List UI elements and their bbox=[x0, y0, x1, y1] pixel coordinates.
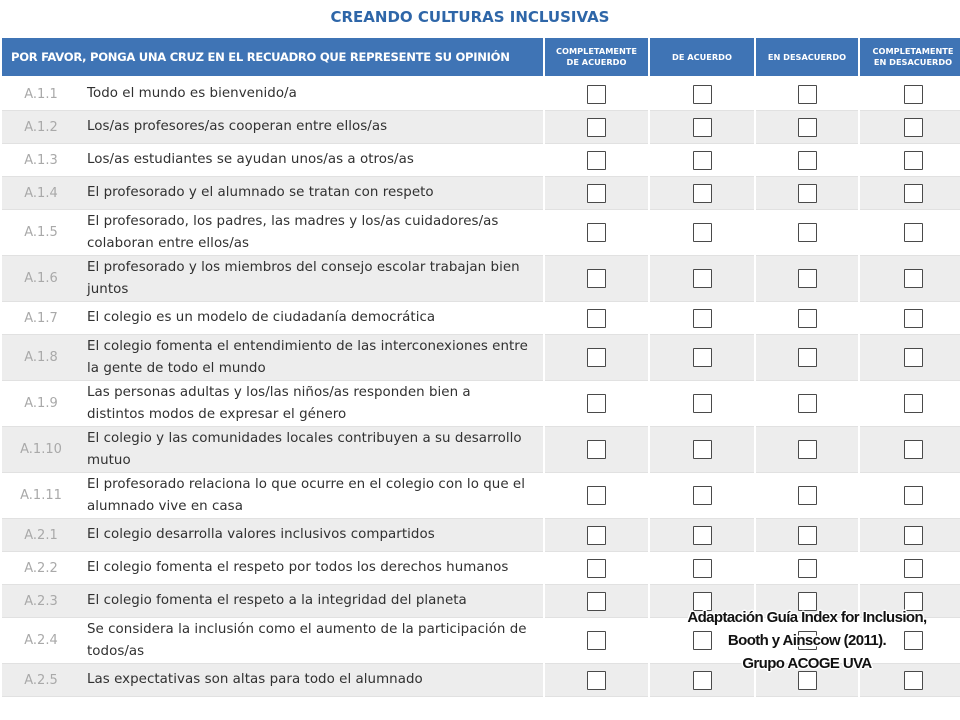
attribution-line-3: Grupo ACOGE UVA bbox=[742, 655, 872, 672]
checkbox-disagree[interactable] bbox=[798, 151, 817, 170]
checkbox-disagree[interactable] bbox=[798, 440, 817, 459]
answer-cell-completely-disagree bbox=[860, 335, 960, 381]
item-text: El colegio fomenta el respeto a la integridad del planeta bbox=[87, 593, 467, 608]
checkbox-disagree[interactable] bbox=[798, 348, 817, 367]
answer-cell-agree bbox=[650, 381, 754, 427]
header-completely-agree: COMPLETAMENTE DE ACUERDO bbox=[545, 38, 648, 76]
checkbox-disagree[interactable] bbox=[798, 184, 817, 203]
item-code: A.2.2 bbox=[24, 560, 58, 576]
checkbox-completely-disagree[interactable] bbox=[904, 394, 923, 413]
checkbox-disagree[interactable] bbox=[798, 309, 817, 328]
answer-cell-agree bbox=[650, 177, 754, 210]
answer-cell-completely-disagree bbox=[860, 427, 960, 473]
checkbox-completely-disagree[interactable] bbox=[904, 486, 923, 505]
item-text: El colegio fomenta el respeto por todos los derechos humanos bbox=[87, 560, 509, 575]
checkbox-completely-agree[interactable] bbox=[587, 85, 606, 104]
answer-cell-completely-agree bbox=[545, 111, 648, 144]
header-completely-disagree: COMPLETAMENTE EN DESACUERDO bbox=[860, 38, 960, 76]
checkbox-completely-agree[interactable] bbox=[587, 309, 606, 328]
checkbox-agree[interactable] bbox=[693, 151, 712, 170]
answer-cell-completely-agree bbox=[545, 256, 648, 302]
checkbox-disagree[interactable] bbox=[798, 269, 817, 288]
checkbox-completely-disagree[interactable] bbox=[904, 348, 923, 367]
checkbox-completely-agree[interactable] bbox=[587, 592, 606, 611]
answer-cell-completely-disagree bbox=[860, 177, 960, 210]
item-code: A.1.6 bbox=[24, 271, 58, 286]
checkbox-agree[interactable] bbox=[693, 223, 712, 242]
item-code: A.1.2 bbox=[24, 119, 58, 135]
checkbox-completely-disagree[interactable] bbox=[904, 85, 923, 104]
question-row bbox=[2, 473, 543, 519]
answer-cell-completely-agree bbox=[545, 177, 648, 210]
answer-cell-completely-disagree bbox=[860, 381, 960, 427]
answer-cell-disagree bbox=[756, 427, 858, 473]
answer-cell-completely-disagree bbox=[860, 144, 960, 177]
checkbox-completely-agree[interactable] bbox=[587, 440, 606, 459]
item-text: El profesorado y el alumnado se tratan con respeto bbox=[87, 185, 434, 200]
answer-cell-agree bbox=[650, 111, 754, 144]
answer-cell-completely-agree bbox=[545, 144, 648, 177]
item-code: A.1.5 bbox=[24, 225, 58, 240]
answer-cell-disagree bbox=[756, 177, 858, 210]
item-code: A.1.3 bbox=[24, 152, 58, 168]
checkbox-agree[interactable] bbox=[693, 486, 712, 505]
answer-cell-disagree bbox=[756, 302, 858, 335]
checkbox-completely-agree[interactable] bbox=[587, 671, 606, 690]
item-text: El colegio es un modelo de ciudadanía democrática bbox=[87, 310, 436, 325]
item-code: A.1.7 bbox=[24, 310, 58, 326]
answer-cell-disagree bbox=[756, 210, 858, 256]
checkbox-agree[interactable] bbox=[693, 309, 712, 328]
checkbox-disagree[interactable] bbox=[798, 223, 817, 242]
answer-cell-agree bbox=[650, 473, 754, 519]
item-code: A.2.1 bbox=[24, 527, 58, 543]
item-text: Los/as estudiantes se ayudan unos/as a otros/as bbox=[87, 152, 414, 167]
answer-cell-completely-disagree bbox=[860, 210, 960, 256]
checkbox-completely-agree[interactable] bbox=[587, 631, 606, 650]
answer-cell-completely-disagree bbox=[860, 302, 960, 335]
item-text: Se considera la inclusión como el aumento de la participación de todos/as bbox=[87, 621, 527, 659]
item-code: A.2.3 bbox=[24, 593, 58, 609]
answer-cell-completely-disagree bbox=[860, 519, 960, 552]
checkbox-agree[interactable] bbox=[693, 440, 712, 459]
answer-cell-completely-agree bbox=[545, 664, 648, 697]
answer-cell-completely-agree bbox=[545, 585, 648, 618]
question-row bbox=[2, 177, 543, 210]
answer-cell-disagree bbox=[756, 256, 858, 302]
attribution-stamp bbox=[662, 606, 952, 675]
answer-cell-disagree bbox=[756, 473, 858, 519]
item-code: A.1.1 bbox=[24, 86, 58, 102]
answer-cell-completely-disagree bbox=[860, 473, 960, 519]
item-text: Todo el mundo es bienvenido/a bbox=[87, 86, 297, 101]
checkbox-disagree[interactable] bbox=[798, 85, 817, 104]
checkbox-agree[interactable] bbox=[693, 184, 712, 203]
answer-cell-disagree bbox=[756, 335, 858, 381]
checkbox-completely-disagree[interactable] bbox=[904, 269, 923, 288]
checkbox-agree[interactable] bbox=[693, 269, 712, 288]
checkbox-completely-agree[interactable] bbox=[587, 118, 606, 137]
item-text: El colegio y las comunidades locales contribuyen a su desarrollo mutuo bbox=[87, 430, 522, 468]
question-row bbox=[2, 585, 543, 618]
page-title: CREANDO CULTURAS INCLUSIVAS bbox=[330, 8, 610, 26]
answer-cell-agree bbox=[650, 144, 754, 177]
checkbox-completely-disagree[interactable] bbox=[904, 559, 923, 578]
answer-cell-completely-agree bbox=[545, 552, 648, 585]
checkbox-completely-agree[interactable] bbox=[587, 486, 606, 505]
checkbox-agree[interactable] bbox=[693, 85, 712, 104]
item-text: Las personas adultas y los/las niños/as responden bien a distintos modos de expresar el género bbox=[87, 384, 471, 422]
item-code: A.1.10 bbox=[20, 442, 62, 457]
item-text: El profesorado, los padres, las madres y los/as cuidadores/as colaboran entre ellos/as bbox=[87, 213, 499, 251]
answer-cell-completely-agree bbox=[545, 618, 648, 664]
answer-cell-agree bbox=[650, 519, 754, 552]
answer-cell-completely-agree bbox=[545, 381, 648, 427]
checkbox-completely-disagree[interactable] bbox=[904, 223, 923, 242]
checkbox-agree[interactable] bbox=[693, 526, 712, 545]
question-row bbox=[2, 427, 543, 473]
checkbox-agree[interactable] bbox=[693, 559, 712, 578]
checkbox-disagree[interactable] bbox=[798, 526, 817, 545]
item-text: El colegio desarrolla valores inclusivos compartidos bbox=[87, 527, 435, 542]
header-agree: DE ACUERDO bbox=[650, 38, 754, 76]
answer-cell-completely-agree bbox=[545, 335, 648, 381]
header-disagree: EN DESACUERDO bbox=[756, 38, 858, 76]
question-row bbox=[2, 78, 543, 111]
checkbox-completely-disagree[interactable] bbox=[904, 184, 923, 203]
answer-cell-completely-agree bbox=[545, 473, 648, 519]
item-text: Las expectativas son altas para todo el alumnado bbox=[87, 672, 423, 687]
checkbox-disagree[interactable] bbox=[798, 118, 817, 137]
answer-cell-disagree bbox=[756, 111, 858, 144]
question-row bbox=[2, 664, 543, 697]
answer-cell-agree bbox=[650, 302, 754, 335]
answer-cell-disagree bbox=[756, 381, 858, 427]
checkbox-agree[interactable] bbox=[693, 394, 712, 413]
answer-cell-completely-agree bbox=[545, 78, 648, 111]
question-row bbox=[2, 111, 543, 144]
item-code: A.1.4 bbox=[24, 185, 58, 201]
survey-table bbox=[2, 38, 958, 697]
question-row bbox=[2, 256, 543, 302]
answer-cell-agree bbox=[650, 256, 754, 302]
answer-cell-completely-agree bbox=[545, 427, 648, 473]
item-text: Los/as profesores/as cooperan entre ellos/as bbox=[87, 119, 388, 134]
answer-cell-completely-disagree bbox=[860, 78, 960, 111]
checkbox-completely-agree[interactable] bbox=[587, 184, 606, 203]
checkbox-completely-agree[interactable] bbox=[587, 151, 606, 170]
answer-cell-disagree bbox=[756, 552, 858, 585]
checkbox-disagree[interactable] bbox=[798, 486, 817, 505]
checkbox-completely-agree[interactable] bbox=[587, 348, 606, 367]
answer-cell-agree bbox=[650, 78, 754, 111]
answer-cell-completely-disagree bbox=[860, 111, 960, 144]
item-text: El profesorado y los miembros del consejo escolar trabajan bien juntos bbox=[87, 259, 520, 297]
answer-cell-completely-disagree bbox=[860, 552, 960, 585]
checkbox-completely-disagree[interactable] bbox=[904, 526, 923, 545]
question-row bbox=[2, 618, 543, 664]
answer-cell-completely-disagree bbox=[860, 256, 960, 302]
checkbox-completely-agree[interactable] bbox=[587, 559, 606, 578]
answer-cell-agree bbox=[650, 210, 754, 256]
answer-cell-disagree bbox=[756, 144, 858, 177]
item-text: El profesorado relaciona lo que ocurre en el colegio con lo que el alumnado vive en casa bbox=[87, 476, 525, 514]
attribution-line-1: Adaptación Guía Index for Inclusion, bbox=[687, 609, 927, 626]
checkbox-disagree[interactable] bbox=[798, 394, 817, 413]
checkbox-completely-disagree[interactable] bbox=[904, 118, 923, 137]
answer-cell-agree bbox=[650, 335, 754, 381]
item-text: El colegio fomenta el entendimiento de las interconexiones entre la gente de todo el mundo bbox=[87, 338, 528, 376]
question-row bbox=[2, 552, 543, 585]
answer-cell-completely-agree bbox=[545, 210, 648, 256]
instruction-header: POR FAVOR, PONGA UNA CRUZ EN EL RECUADRO QUE REPRESENTE SU OPINIÓN bbox=[2, 38, 543, 76]
item-code: A.2.4 bbox=[24, 633, 58, 648]
question-row bbox=[2, 144, 543, 177]
question-row bbox=[2, 335, 543, 381]
item-code: A.1.9 bbox=[24, 396, 58, 411]
checkbox-completely-agree[interactable] bbox=[587, 394, 606, 413]
checkbox-completely-agree[interactable] bbox=[587, 223, 606, 242]
answer-cell-agree bbox=[650, 427, 754, 473]
answer-cell-completely-agree bbox=[545, 519, 648, 552]
question-row bbox=[2, 302, 543, 335]
checkbox-completely-disagree[interactable] bbox=[904, 440, 923, 459]
checkbox-agree[interactable] bbox=[693, 118, 712, 137]
item-code: A.2.5 bbox=[24, 672, 58, 688]
checkbox-completely-disagree[interactable] bbox=[904, 309, 923, 328]
attribution-line-2: Booth y Ainscow (2011). bbox=[727, 632, 887, 649]
checkbox-completely-agree[interactable] bbox=[587, 269, 606, 288]
question-row bbox=[2, 210, 543, 256]
answer-cell-completely-agree bbox=[545, 302, 648, 335]
question-row bbox=[2, 381, 543, 427]
item-code: A.1.8 bbox=[24, 350, 58, 365]
answer-cell-agree bbox=[650, 552, 754, 585]
checkbox-completely-disagree[interactable] bbox=[904, 151, 923, 170]
question-row bbox=[2, 519, 543, 552]
checkbox-disagree[interactable] bbox=[798, 559, 817, 578]
answer-cell-disagree bbox=[756, 519, 858, 552]
item-code: A.1.11 bbox=[20, 488, 62, 503]
checkbox-agree[interactable] bbox=[693, 348, 712, 367]
answer-cell-disagree bbox=[756, 78, 858, 111]
checkbox-completely-agree[interactable] bbox=[587, 526, 606, 545]
